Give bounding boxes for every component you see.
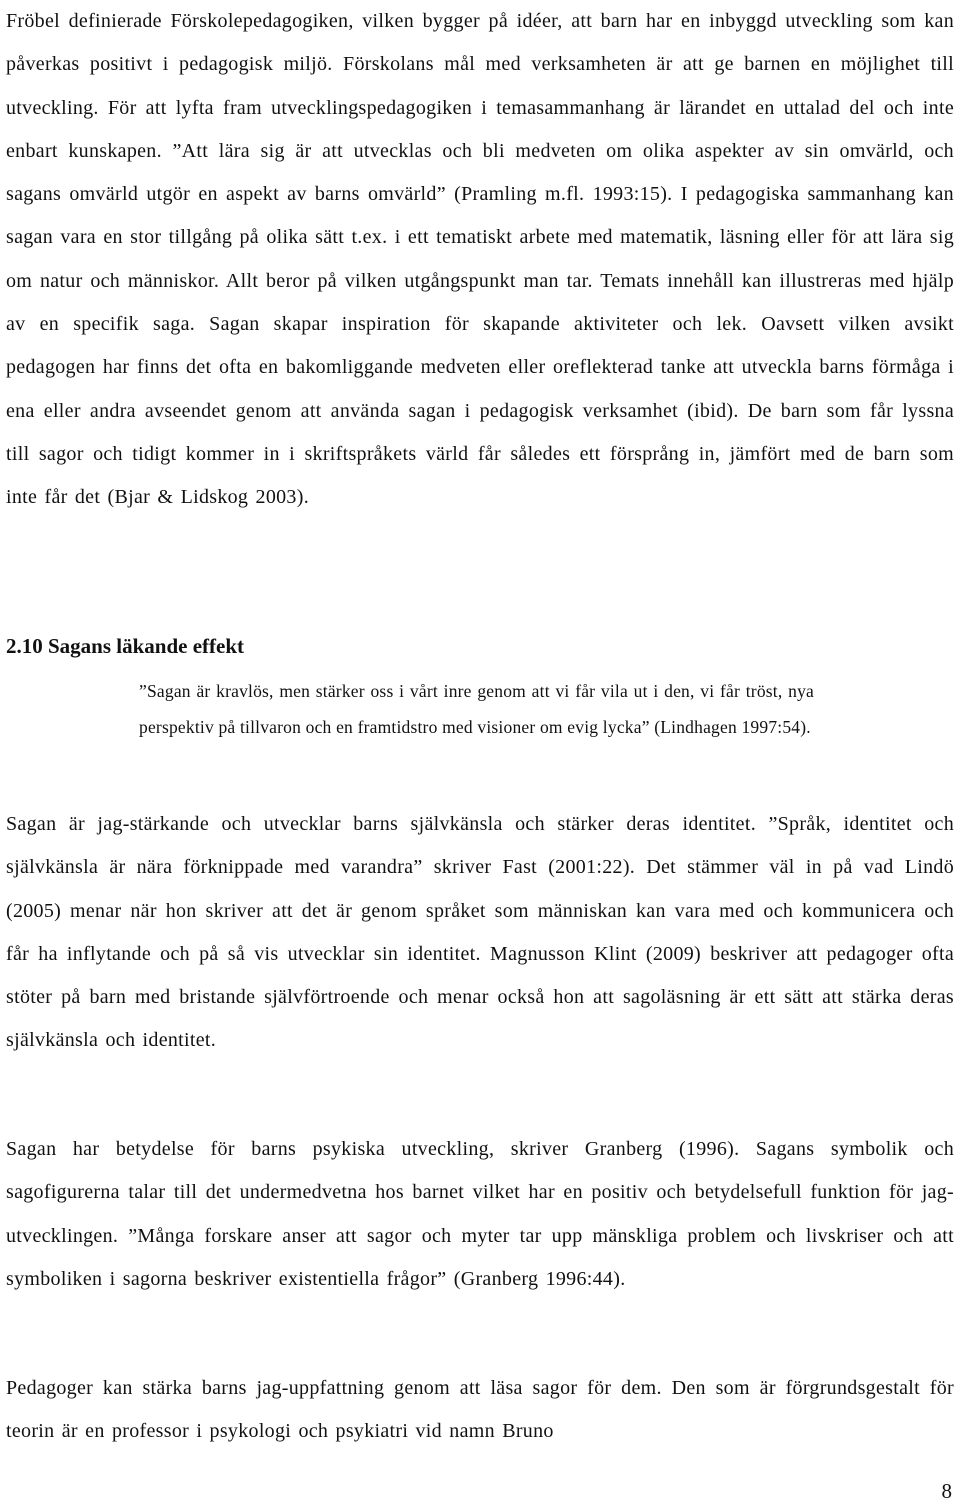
page-number: 8 <box>941 1479 952 1503</box>
section-heading: 2.10 Sagans läkande effekt <box>6 634 245 658</box>
body-paragraph: Sagan har betydelse för barns psykiska utveckling, skriver Granberg (1996). Sagans symbolik och sagofigurerna talar till det undermedvetna hos barnet vilket har en positiv och betydelsefull funktion för jag-utvecklingen. ”Många forskare anser att sagor och myter tar upp mänskliga problem och livskriser och att symboliken i sagorna beskriver existentiella frågor” (Granberg 1996:44). <box>6 1138 954 1290</box>
body-paragraph: Sagan är jag-stärkande och utvecklar barns självkänsla och stärker deras identitet. ”Språk, identitet och självkänsla är nära förknippade med varandra” skriver Fast (2001:22). Det stämmer väl in på vad Lindö (2005) menar när hon skriver att det är genom språket som människan kan vara med och kommunicera och får ha inflytande och på så vis utvecklar sin identitet. Magnusson Klint (2009) beskriver att pedagoger ofta stöter på barn med bristande självförtroende och menar också hon att sagoläsning är ett sätt att stärka deras självkänsla och identitet. <box>6 813 954 1052</box>
block-quote: ”Sagan är kravlös, men stärker oss i vårt inre genom att vi får vila ut i den, vi får tröst, nya perspektiv på tillvaron och en framtidstro med visioner om evig lycka” (Lindhagen 1997:54). <box>139 681 814 737</box>
body-paragraph: Fröbel definierade Förskolepedagogiken, vilken bygger på idéer, att barn har en inbyggd utveckling som kan påverkas positivt i pedagogisk miljö. Förskolans mål med verksamheten är att ge barnen en möjlighet till utveckling. För att lyfta fram utvecklingspedagogiken i temasammanhang är lärandet en uttalad del och inte enbart kunskapen. ”Att lära sig är att utvecklas och bli medveten om olika aspekter av sin omvärld, och sagans omvärld utgör en aspekt av barns omvärld” (Pramling m.fl. 1993:15). I pedagogiska sammanhang kan sagan vara en stor tillgång på olika sätt t.ex. i ett tematiskt arbete med matematik, läsning eller för att lära sig om natur och människor. Allt beror på vilken utgångspunkt man tar. Temats innehåll kan illustreras med hjälp av en specifik saga. Sagan skapar inspiration för skapande aktiviteter och lek. Oavsett vilken avsikt pedagogen har finns det ofta en bakomliggande medveten eller oreflekterad tanke att utveckla barns förmåga i ena eller andra avseendet genom att använda sagan i pedagogisk verksamhet (ibid). De barn som får lyssna till sagor och tidigt kommer in i skriftspråkets värld får således ett försprång in, jämfört med de barn som inte får det (Bjar & Lidskog 2003). <box>6 10 954 509</box>
body-paragraph: Pedagoger kan stärka barns jag-uppfattning genom att läsa sagor för dem. Den som är förgrundsgestalt för teorin är en professor i psykologi och psykiatri vid namn Bruno <box>6 1377 954 1443</box>
